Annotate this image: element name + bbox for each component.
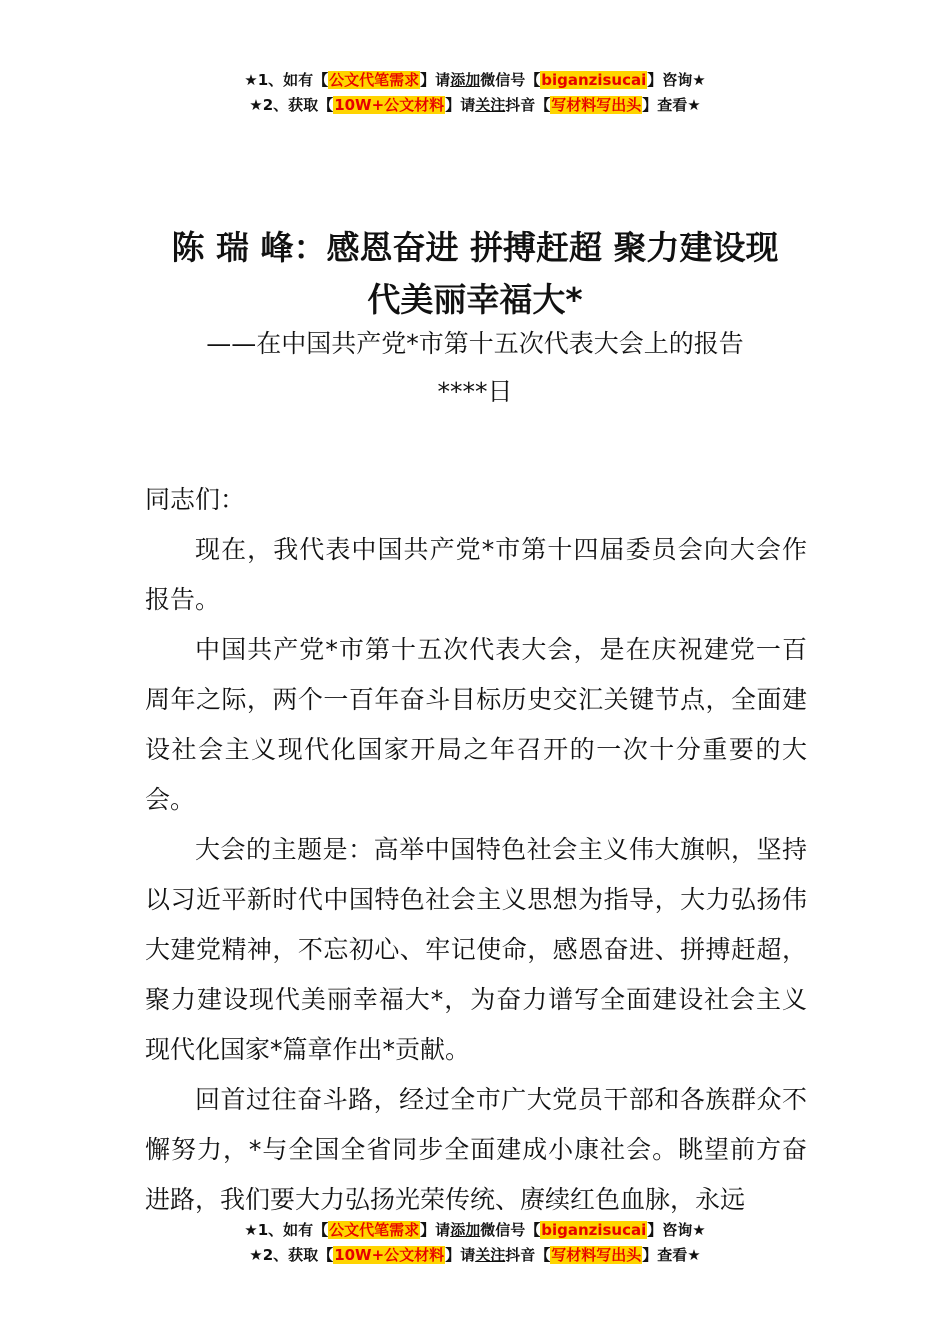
banner-text: 】查看★: [642, 96, 701, 114]
banner-text: 微信号【: [480, 1221, 541, 1239]
banner-text: 】请: [445, 96, 476, 114]
banner-text: 】查看★: [642, 1246, 701, 1264]
banner-highlight: biganzisucai: [541, 71, 647, 89]
paragraph: 中国共产党*市第十五次代表大会，是在庆祝建党一百周年之际，两个一百年奋斗目标历史交汇关键节点，全面建设社会主义现代化国家开局之年召开的一次十分重要的大会。: [145, 635, 807, 814]
banner-line-1: [0, 68, 950, 93]
banner-underline-text: 关注: [475, 1246, 506, 1264]
paragraph: 回首过往奋斗路，经过全市广大党员干部和各族群众不懈努力，*与全国全省同步全面建成小康社会。眺望前方奋进路，我们要大力弘扬光荣传统、赓续红色血脉，永远: [145, 1085, 807, 1214]
header-banner: [0, 68, 950, 118]
banner-highlight: 写材料写出头: [551, 1246, 642, 1264]
banner-text: 】请: [445, 1246, 476, 1264]
banner-text: 】咨询★: [647, 1221, 706, 1239]
salutation: 同志们：: [145, 485, 246, 514]
banner-text: 抖音【: [505, 96, 551, 114]
banner-highlight: biganzisucai: [541, 1221, 647, 1239]
footer-banner: [0, 1218, 950, 1268]
document-title: [0, 222, 950, 326]
title-line-1: 陈 瑞 峰：感恩奋进 拼搏赶超 聚力建设现: [171, 228, 779, 267]
banner-text: 】请: [420, 71, 451, 89]
banner-underline-text: 添加: [450, 71, 481, 89]
banner-text: 】请: [420, 1221, 451, 1239]
banner-highlight: 公文代笔需求: [329, 1221, 420, 1239]
banner-text: 微信号【: [480, 71, 541, 89]
banner-text: ★2、获取【: [249, 1246, 334, 1264]
paragraph: 现在，我代表中国共产党*市第十四届委员会向大会作报告。: [145, 535, 807, 614]
document-subtitle: ——在中国共产党*市第十五次代表大会上的报告: [206, 329, 744, 358]
banner-highlight: 写材料写出头: [551, 96, 642, 114]
banner-text: ★1、如有【: [244, 1221, 329, 1239]
banner-highlight: 10W+公文材料: [334, 96, 445, 114]
banner-line-1: [0, 1218, 950, 1243]
banner-underline-text: 添加: [450, 1221, 481, 1239]
banner-line-2: [0, 1243, 950, 1268]
banner-underline-text: 关注: [475, 96, 506, 114]
banner-highlight: 公文代笔需求: [329, 71, 420, 89]
banner-line-2: [0, 93, 950, 118]
document-date: ****日: [437, 377, 513, 406]
banner-text: ★2、获取【: [249, 96, 334, 114]
banner-text: 抖音【: [505, 1246, 551, 1264]
banner-text: ★1、如有【: [244, 71, 329, 89]
banner-text: 】咨询★: [647, 71, 706, 89]
document-body: [145, 475, 807, 1225]
banner-highlight: 10W+公文材料: [334, 1246, 445, 1264]
paragraph: 大会的主题是：高举中国特色社会主义伟大旗帜，坚持以习近平新时代中国特色社会主义思想为指导，大力弘扬伟大建党精神，不忘初心、牢记使命，感恩奋进、拼搏赶超，聚力建设现代美丽幸福大*，为奋力谱写全面建设社会主义现代化国家*篇章作出*贡献。: [145, 835, 807, 1064]
title-line-2: 代美丽幸福大*: [367, 280, 583, 319]
